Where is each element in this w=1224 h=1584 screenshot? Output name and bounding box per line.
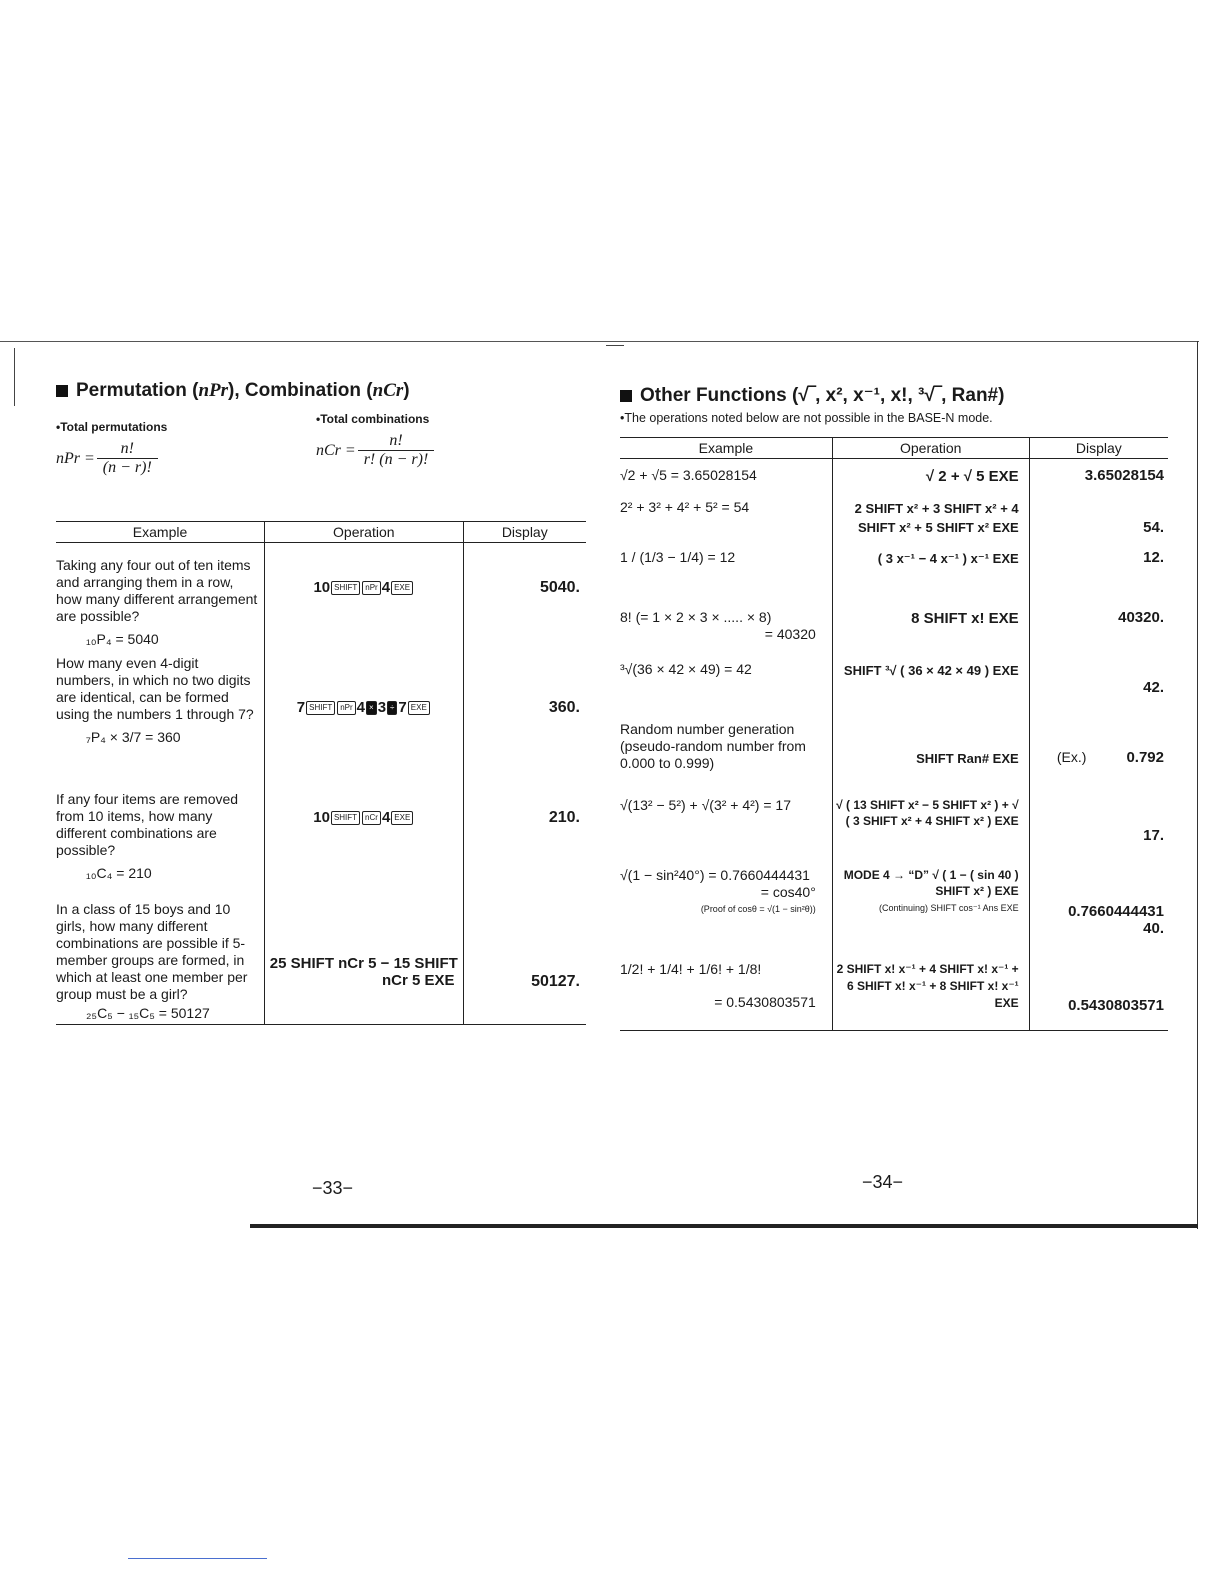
spread-border-left xyxy=(14,348,15,406)
spread-border-bottom xyxy=(250,1224,1198,1228)
example-line-2: = 40320 xyxy=(764,625,816,642)
display-cell: 54. xyxy=(1029,491,1168,541)
example-text: In a class of 15 boys and 10 girls, how many different combinations are possible if 5-member groups are formed, in which at least one member per group must be a girl? xyxy=(56,900,248,1002)
example-cell xyxy=(56,787,265,897)
example-text: If any four items are removed from 10 items, how many different combinations are possible? xyxy=(56,790,239,858)
table-row xyxy=(620,713,1168,789)
operation-line-1: 25 SHIFT nCr 5 − 15 SHIFT xyxy=(269,954,458,972)
ncr-key-icon: nCr xyxy=(362,811,381,825)
example-cell: √2 + √5 = 3.65028154 xyxy=(620,467,757,483)
op-digit: 4 xyxy=(356,698,366,716)
operation-keys xyxy=(265,787,463,826)
comb-fraction xyxy=(358,432,435,469)
title-npr: nPr xyxy=(198,380,229,401)
table-row xyxy=(56,897,586,1025)
table-row xyxy=(56,651,586,787)
example-text: How many even 4-digit numbers, in which no two digits are identical, can be formed using the numbers 1 through 7? xyxy=(56,654,254,722)
example-cell xyxy=(56,543,265,651)
header-display: Display xyxy=(463,522,586,543)
display-value: 0.792 xyxy=(1126,748,1164,766)
left-page-number: −33− xyxy=(312,1178,354,1198)
operation-cell: ( 3 x⁻¹ − 4 x⁻¹ ) x⁻¹ EXE xyxy=(832,541,1029,601)
title-suffix: ) xyxy=(403,380,410,401)
table-row xyxy=(620,541,1168,601)
display-cell xyxy=(1029,713,1168,789)
title-ncr: nCr xyxy=(372,380,404,401)
op-digit: 10 xyxy=(313,808,330,826)
example-line-1: 8! (= 1 × 2 × 3 × ..... × 8) xyxy=(620,608,772,625)
operation-cell: SHIFT ³√ ( 36 × 42 × 49 ) EXE xyxy=(832,653,1029,713)
operation-cell xyxy=(265,543,464,651)
example-line-1: √(1 − sin²40°) = 0.7660444431 xyxy=(620,866,810,883)
comb-formula xyxy=(316,432,576,469)
example-line-1: 1/2! + 1/4! + 1/6! + 1/8! xyxy=(620,960,762,977)
spread-border-top xyxy=(0,341,1199,342)
display-cell: 17. xyxy=(1029,789,1168,859)
comb-lhs: nCr = xyxy=(316,441,356,459)
base-n-note: •The operations noted below are not possible in the BASE-N mode. xyxy=(620,411,993,425)
display-cell xyxy=(1029,859,1168,953)
operation-cell: √ 2 + √ 5 EXE xyxy=(832,459,1029,491)
operation-cell xyxy=(265,651,464,787)
op-digit: 7 xyxy=(296,698,306,716)
example-cell: 2² + 3² + 4² + 5² = 54 xyxy=(620,498,750,515)
comb-label: •Total combinations xyxy=(316,412,430,426)
example-formula: ₇P₄ × 3/7 = 360 xyxy=(86,728,181,745)
example-formula: ₁₀C₄ = 210 xyxy=(86,864,152,881)
stray-line xyxy=(128,1558,267,1559)
header-operation: Operation xyxy=(832,438,1029,459)
display-value: 360. xyxy=(548,698,580,716)
spread-border-right xyxy=(1197,341,1198,1229)
shift-key-icon: SHIFT xyxy=(331,811,360,825)
gutter-mark xyxy=(606,345,624,346)
operation-keys xyxy=(265,543,463,596)
operation-cell: 8 SHIFT x! EXE xyxy=(832,601,1029,653)
perm-label: •Total permutations xyxy=(56,420,168,434)
example-line-2: = cos40° xyxy=(760,883,816,900)
table-row xyxy=(56,787,586,897)
header-display: Display xyxy=(1029,438,1168,459)
example-cell xyxy=(620,601,832,653)
exe-key-icon: EXE xyxy=(391,811,413,825)
comb-denominator: r! (n − r)! xyxy=(358,450,435,469)
npr-key-icon: nPr xyxy=(362,581,380,595)
right-section-title xyxy=(620,384,1168,407)
operation-keys: MODE 4 → “D” √ ( 1 − ( sin 40 ) SHIFT x² ) EXE xyxy=(843,867,1019,898)
npr-key-icon: nPr xyxy=(337,701,355,715)
perm-numerator: n! xyxy=(120,440,134,457)
right-page-number: −34− xyxy=(862,1172,904,1192)
op-digit: 3 xyxy=(377,698,387,716)
multiply-key-icon: × xyxy=(366,701,377,715)
left-section-title xyxy=(56,380,586,402)
right-table-header xyxy=(620,438,1168,459)
bullet-square-icon xyxy=(56,385,68,397)
display-value: 5040. xyxy=(539,579,580,596)
example-cell: √(13² − 5²) + √(3² + 4²) = 17 xyxy=(620,796,791,813)
table-row xyxy=(620,953,1168,1031)
left-table-header xyxy=(56,522,586,543)
perm-formula xyxy=(56,440,316,477)
operation-keys xyxy=(265,651,463,716)
table-row xyxy=(620,459,1168,491)
operation-continue: (Continuing) SHIFT cos⁻¹ Ans EXE xyxy=(879,902,1019,913)
display-prefix: (Ex.) xyxy=(1056,748,1087,765)
display-cell: 40320. xyxy=(1029,601,1168,653)
table-row xyxy=(56,543,586,651)
op-digit: 7 xyxy=(398,698,407,716)
title-mid: ), Combination ( xyxy=(228,380,373,401)
table-row xyxy=(620,491,1168,541)
exe-key-icon: EXE xyxy=(391,581,413,595)
operation-cell xyxy=(265,787,464,897)
display-value: 50127. xyxy=(531,972,580,990)
operation-cell: 2 SHIFT x² + 3 SHIFT x² + 4 SHIFT x² + 5 SHIFT x² EXE xyxy=(832,491,1029,541)
example-cell xyxy=(56,651,265,787)
example-text: Taking any four out of ten items and arranging them in a row, how many different arrangement are possible? xyxy=(56,557,258,624)
example-cell: 1 / (1/3 − 1/4) = 12 xyxy=(620,548,736,565)
example-cell: ³√(36 × 42 × 49) = 42 xyxy=(620,660,752,677)
right-title-text: Other Functions (√‾, x², x⁻¹, x!, ³√‾, Ran#) xyxy=(640,385,1005,406)
op-digit: 10 xyxy=(313,579,331,596)
exe-key-icon: EXE xyxy=(408,701,430,715)
table-row xyxy=(620,789,1168,859)
operation-cell: √ ( 13 SHIFT x² − 5 SHIFT x² ) + √ ( 3 SHIFT x² + 4 SHIFT x² ) EXE xyxy=(832,789,1029,859)
combination-formula-block xyxy=(316,412,576,477)
header-example: Example xyxy=(56,522,265,543)
example-cell: Random number generation (pseudo-random number from 0.000 to 0.999) xyxy=(620,720,806,771)
display-cell xyxy=(463,651,586,787)
display-cell: 12. xyxy=(1029,541,1168,601)
operation-cell: SHIFT Ran# EXE xyxy=(832,713,1029,789)
divide-key-icon: ÷ xyxy=(387,701,397,715)
example-line-2: = 0.5430803571 xyxy=(714,993,816,1010)
bullet-square-icon xyxy=(620,390,632,402)
left-page xyxy=(56,380,586,1025)
operation-line-2: nCr 5 EXE xyxy=(382,971,455,989)
formulas xyxy=(56,412,586,477)
perm-lhs: nPr = xyxy=(56,449,95,467)
comb-numerator: n! xyxy=(389,432,403,449)
example-formula: ₁₀P₄ = 5040 xyxy=(86,631,159,647)
right-page xyxy=(620,384,1168,1031)
example-cell xyxy=(56,897,265,1025)
perm-fraction xyxy=(97,440,158,477)
display-cell: 3.65028154 xyxy=(1029,459,1168,491)
example-cell xyxy=(620,953,832,1031)
table-row xyxy=(620,653,1168,713)
permutation-formula-block xyxy=(56,420,316,477)
display-cell xyxy=(463,543,586,651)
operation-cell: 2 SHIFT x! x⁻¹ + 4 SHIFT x! x⁻¹ + 6 SHIFT x! x⁻¹ + 8 SHIFT x! x⁻¹ EXE xyxy=(832,953,1029,1031)
display-value-2: 40. xyxy=(1143,919,1164,937)
right-table xyxy=(620,437,1168,1031)
operation-cell xyxy=(832,859,1029,953)
display-cell: 0.5430803571 xyxy=(1029,953,1168,1031)
op-digit: 4 xyxy=(381,579,391,596)
display-value: 210. xyxy=(548,808,580,826)
display-cell xyxy=(463,897,586,1025)
shift-key-icon: SHIFT xyxy=(306,701,335,715)
table-row xyxy=(620,859,1168,953)
perm-denominator: (n − r)! xyxy=(97,458,158,477)
display-value: 0.7660444431 xyxy=(1068,902,1164,920)
operation-cell xyxy=(265,897,464,1025)
op-digit: 4 xyxy=(381,808,391,826)
shift-key-icon: SHIFT xyxy=(331,581,360,595)
left-table xyxy=(56,521,586,1025)
table-row xyxy=(620,601,1168,653)
header-operation: Operation xyxy=(265,522,464,543)
title-prefix: Permutation ( xyxy=(76,380,199,401)
header-example: Example xyxy=(620,438,832,459)
display-cell: 42. xyxy=(1029,653,1168,713)
proof-note: (Proof of cosθ = √(1 − sin²θ)) xyxy=(700,903,816,914)
example-cell xyxy=(620,859,832,953)
display-cell xyxy=(463,787,586,897)
example-formula: ₂₅C₅ − ₁₅C₅ = 50127 xyxy=(86,1004,210,1021)
